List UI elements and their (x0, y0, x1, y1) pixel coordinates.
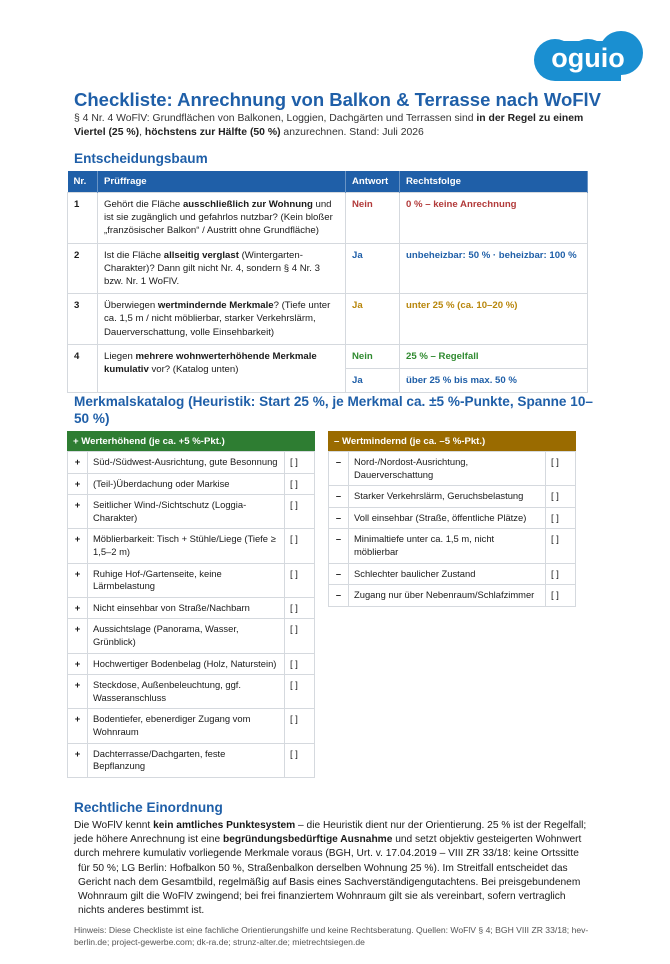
check-question: Überwiegen wertmindernde Merkmale? (Tiefe unter ca. 1,5 m / nicht möblierbar, starker Verkehrslärm, Dauerverschattung, volle Einsehbarkeit) (98, 294, 346, 345)
checkbox[interactable]: [ ] (285, 563, 315, 597)
answer: Nein (346, 344, 400, 368)
criterion-text: Süd-/Südwest-Ausrichtung, gute Besonnung (88, 452, 285, 474)
plus-symbol: + (68, 653, 88, 675)
list-item (68, 473, 315, 495)
intro-text: § 4 Nr. 4 WoFlV: Grundflächen von Balkonen, Loggien, Dachgärten und Terrassen sind in der Regel zu einem Viertel (25 %), höchstens zur Hälfte (50 %) anzurechnen. Stand: Juli 2026 (74, 113, 584, 138)
decision-tree-heading: Entscheidungsbaum (74, 151, 208, 166)
checkbox[interactable]: [ ] (285, 619, 315, 653)
table-row (68, 193, 588, 244)
criterion-text: Möblierbarkeit: Tisch + Stühle/Liege (Tiefe ≥ 1,5–2 m) (88, 529, 285, 563)
list-item (329, 585, 576, 607)
plus-symbol: + (68, 597, 88, 619)
disclaimer-note: Hinweis: Diese Checkliste ist eine fachliche Orientierungshilfe und keine Rechtsberatung. Quellen: WoFlV § 4; BGH VIII ZR 33/18; hev-berlin.de; project-gewerbe.com; dk-ra.de; strunz-alter.de; mietrechtsiegen.de (74, 925, 589, 947)
checkbox[interactable]: [ ] (285, 473, 315, 495)
page-title: Checkliste: Anrechnung von Balkon & Terrasse nach WoFlV (74, 89, 602, 110)
checkbox[interactable]: [ ] (285, 597, 315, 619)
list-item (68, 597, 315, 619)
list-item (329, 452, 576, 486)
checkbox[interactable]: [ ] (285, 743, 315, 777)
criterion-text: Seitlicher Wind-/Sichtschutz (Loggia-Charakter) (88, 495, 285, 529)
plus-symbol: + (68, 529, 88, 563)
column-header: Rechtsfolge (400, 171, 588, 193)
check-question: Ist die Fläche allseitig verglast (Wintergarten-Charakter)? Dann gilt nicht Nr. 4, sondern § 4 Nr. 3 bzw. Nr. 1 WoFlV. (98, 243, 346, 294)
plus-list-header: + Werterhöhend (je ca. +5 %-Pkt.) (67, 431, 315, 451)
legal-heading: Rechtliche Einordnung (74, 800, 223, 815)
checkbox[interactable]: [ ] (285, 495, 315, 529)
list-item (68, 743, 315, 777)
catalog-heading: Merkmalskatalog (Heuristik: Start 25 %, je Merkmal ca. ±5 %-Punkte, Spanne 10–50 %) (74, 394, 593, 426)
criterion-text: Nord-/Nordost-Ausrichtung, Dauerverschattung (349, 452, 546, 486)
list-item (68, 653, 315, 675)
legal-paragraph-continued: für 50 %; LG Berlin: Hofbalkon 50 %, Straßenbalkon derselben Wohnung 25 %). Im Streitfall entscheidet das Gericht nach dem Gesamtbild, regelmäßig auf Basis eines Sachverständigengutachtens. Bei preisgebundenem Wohnraum gilt die WoFlV zwingend; bei frei finanziertem Wohnraum gilt sie als vereinbart, sofern vertraglich nichts anderes bestimmt ist. (78, 862, 581, 917)
list-item (68, 529, 315, 563)
legal-consequence: über 25 % bis max. 50 % (400, 369, 588, 393)
criterion-text: (Teil-)Überdachung oder Markise (88, 473, 285, 495)
checkbox[interactable]: [ ] (285, 529, 315, 563)
minus-symbol: – (329, 563, 349, 585)
oguio-logo (533, 27, 643, 85)
criterion-text: Schlechter baulicher Zustand (349, 563, 546, 585)
column-header: Nr. (68, 171, 98, 193)
minus-symbol: – (329, 452, 349, 486)
legal-consequence: unter 25 % (ca. 10–20 %) (400, 294, 588, 345)
minus-list-header: – Wertmindernd (je ca. –5 %-Pkt.) (328, 431, 576, 451)
minus-symbol: – (329, 507, 349, 529)
answer: Ja (346, 369, 400, 393)
list-item (68, 495, 315, 529)
checkbox[interactable]: [ ] (546, 585, 576, 607)
legal-text (74, 819, 594, 918)
checkbox[interactable]: [ ] (546, 563, 576, 585)
list-item (329, 529, 576, 563)
list-item (68, 452, 315, 474)
logo-wordmark: oguio (551, 43, 625, 73)
list-item (68, 675, 315, 709)
legal-paragraph: Die WoFlV kennt kein amtliches Punktesystem – die Heuristik dient nur der Orientierung. 25 % ist der Regelfall; jede höhere Anrechnung ist eine begründungsbedürftige Ausnahme und setzt objektiv gesteigerten Wohnwert durch mehrere kumulativ vorliegende Merkmale voraus (BGH, Urt. v. 17.04.2019 – VIII ZR 33/18: keine Ortssitte (74, 820, 587, 860)
list-item (68, 619, 315, 653)
criterion-text: Dachterrasse/Dachgarten, feste Bepflanzung (88, 743, 285, 777)
criterion-text: Voll einsehbar (Straße, öffentliche Plätze) (349, 507, 546, 529)
table-row (68, 344, 588, 368)
answer: Ja (346, 243, 400, 294)
list-item (68, 709, 315, 743)
minus-symbol: – (329, 529, 349, 563)
plus-symbol: + (68, 452, 88, 474)
row-number: 3 (68, 294, 98, 345)
checkbox[interactable]: [ ] (546, 507, 576, 529)
checkbox[interactable]: [ ] (285, 653, 315, 675)
criterion-text: Nicht einsehbar von Straße/Nachbarn (88, 597, 285, 619)
plus-symbol: + (68, 709, 88, 743)
checkbox[interactable]: [ ] (285, 709, 315, 743)
decision-tree-table (67, 171, 588, 393)
legal-consequence: 0 % – keine Anrechnung (400, 193, 588, 244)
list-item (329, 486, 576, 508)
answer: Ja (346, 294, 400, 345)
minus-symbol: – (329, 585, 349, 607)
criterion-text: Ruhige Hof-/Gartenseite, keine Lärmbelastung (88, 563, 285, 597)
value-increasing-list (67, 431, 315, 778)
list-item (329, 507, 576, 529)
legal-consequence: unbeheizbar: 50 % · beheizbar: 100 % (400, 243, 588, 294)
minus-symbol: – (329, 486, 349, 508)
legal-consequence: 25 % – Regelfall (400, 344, 588, 368)
criterion-text: Zugang nur über Nebenraum/Schlafzimmer (349, 585, 546, 607)
plus-symbol: + (68, 675, 88, 709)
plus-symbol: + (68, 743, 88, 777)
answer: Nein (346, 193, 400, 244)
checkbox[interactable]: [ ] (285, 675, 315, 709)
plus-symbol: + (68, 495, 88, 529)
row-number: 2 (68, 243, 98, 294)
plus-symbol: + (68, 563, 88, 597)
check-question: Liegen mehrere wohnwerterhöhende Merkmale kumulativ vor? (Katalog unten) (98, 344, 346, 392)
table-row (68, 243, 588, 294)
plus-symbol: + (68, 619, 88, 653)
column-header: Antwort (346, 171, 400, 193)
column-header: Prüffrage (98, 171, 346, 193)
check-question: Gehört die Fläche ausschließlich zur Wohnung und ist sie zugänglich und gefahrlos nutzbar? (Kein bloßer „französischer Balkon“ / Austritt ohne Grundfläche) (98, 193, 346, 244)
criterion-text: Minimaltiefe unter ca. 1,5 m, nicht möblierbar (349, 529, 546, 563)
value-decreasing-list (328, 431, 576, 607)
criterion-text: Steckdose, Außenbeleuchtung, ggf. Wasseranschluss (88, 675, 285, 709)
criterion-text: Starker Verkehrslärm, Geruchsbelastung (349, 486, 546, 508)
checkbox[interactable]: [ ] (546, 486, 576, 508)
table-row (68, 294, 588, 345)
criterion-text: Aussichtslage (Panorama, Wasser, Grünblick) (88, 619, 285, 653)
list-item (68, 563, 315, 597)
table-header-row (68, 171, 588, 193)
checkbox[interactable]: [ ] (285, 452, 315, 474)
criterion-text: Hochwertiger Bodenbelag (Holz, Naturstein) (88, 653, 285, 675)
row-number: 1 (68, 193, 98, 244)
checkbox[interactable]: [ ] (546, 452, 576, 486)
checkbox[interactable]: [ ] (546, 529, 576, 563)
criterion-text: Bodentiefer, ebenerdiger Zugang vom Wohnraum (88, 709, 285, 743)
list-item (329, 563, 576, 585)
plus-symbol: + (68, 473, 88, 495)
row-number: 4 (68, 344, 98, 392)
